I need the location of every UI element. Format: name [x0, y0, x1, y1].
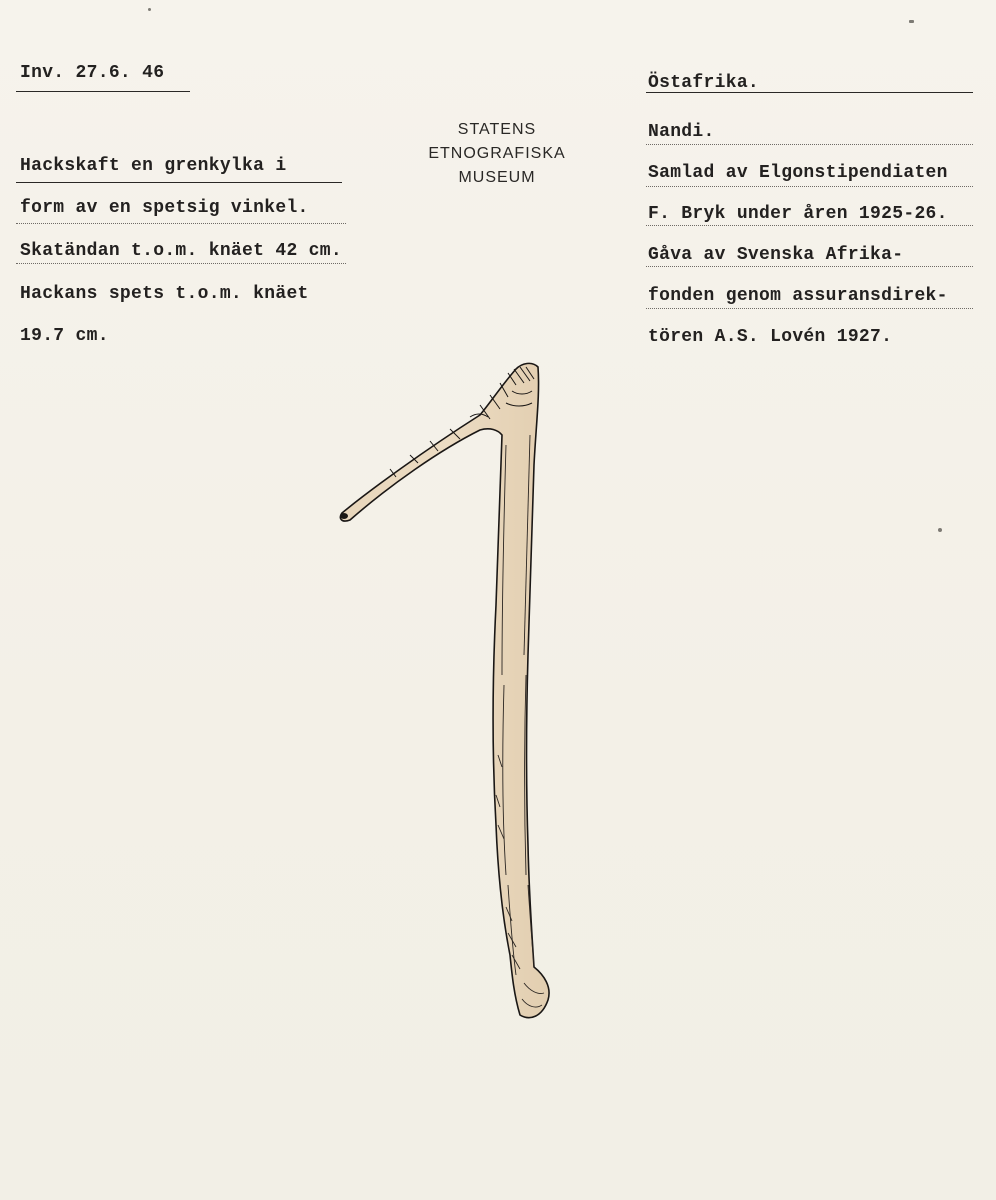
description-line: Hackskaft en grenkylka i	[20, 156, 287, 176]
inventory-number: Inv. 27.6. 46	[20, 63, 165, 83]
description-dotted-rule	[16, 223, 346, 224]
spike-tip	[340, 513, 348, 519]
show-through-marks	[640, 362, 650, 382]
provenance-line: Gåva av Svenska Afrika-	[648, 245, 904, 265]
provenance-line: fonden genom assuransdirek-	[648, 286, 948, 306]
provenance-dotted-rule	[646, 186, 973, 187]
provenance-dotted-rule	[646, 308, 973, 309]
museum-stamp-line: MUSEUM	[458, 169, 536, 186]
provenance-dotted-rule	[646, 225, 973, 226]
provenance-line: Samlad av Elgonstipendiaten	[648, 163, 948, 183]
provenance-dotted-rule	[646, 144, 973, 145]
region-underline	[646, 92, 973, 93]
inventory-underline	[16, 91, 190, 92]
museum-stamp-line: ETNOGRAFISKA	[428, 145, 566, 162]
description-dotted-rule	[16, 263, 346, 264]
handle-silhouette	[340, 363, 549, 1017]
description-line: form av en spetsig vinkel.	[20, 198, 309, 218]
provenance-line: tören A.S. Lovén 1927.	[648, 327, 893, 347]
region-label: Östafrika.	[648, 73, 760, 93]
dust-speck	[938, 528, 942, 532]
description-line: Hackans spets t.o.m. knäet	[20, 284, 309, 304]
museum-stamp-line: STATENS	[457, 121, 537, 138]
hoe-handle-drawing	[330, 355, 570, 1030]
dust-speck	[909, 20, 914, 23]
provenance-line: F. Bryk under åren 1925-26.	[648, 204, 948, 224]
provenance-dotted-rule	[646, 266, 973, 267]
provenance-line: Nandi.	[648, 122, 715, 142]
description-title-underline	[16, 182, 342, 183]
dust-speck	[148, 8, 151, 11]
description-line: Skatändan t.o.m. knäet 42 cm.	[20, 241, 342, 261]
description-line: 19.7 cm.	[20, 326, 109, 346]
museum-stamp	[397, 118, 597, 190]
